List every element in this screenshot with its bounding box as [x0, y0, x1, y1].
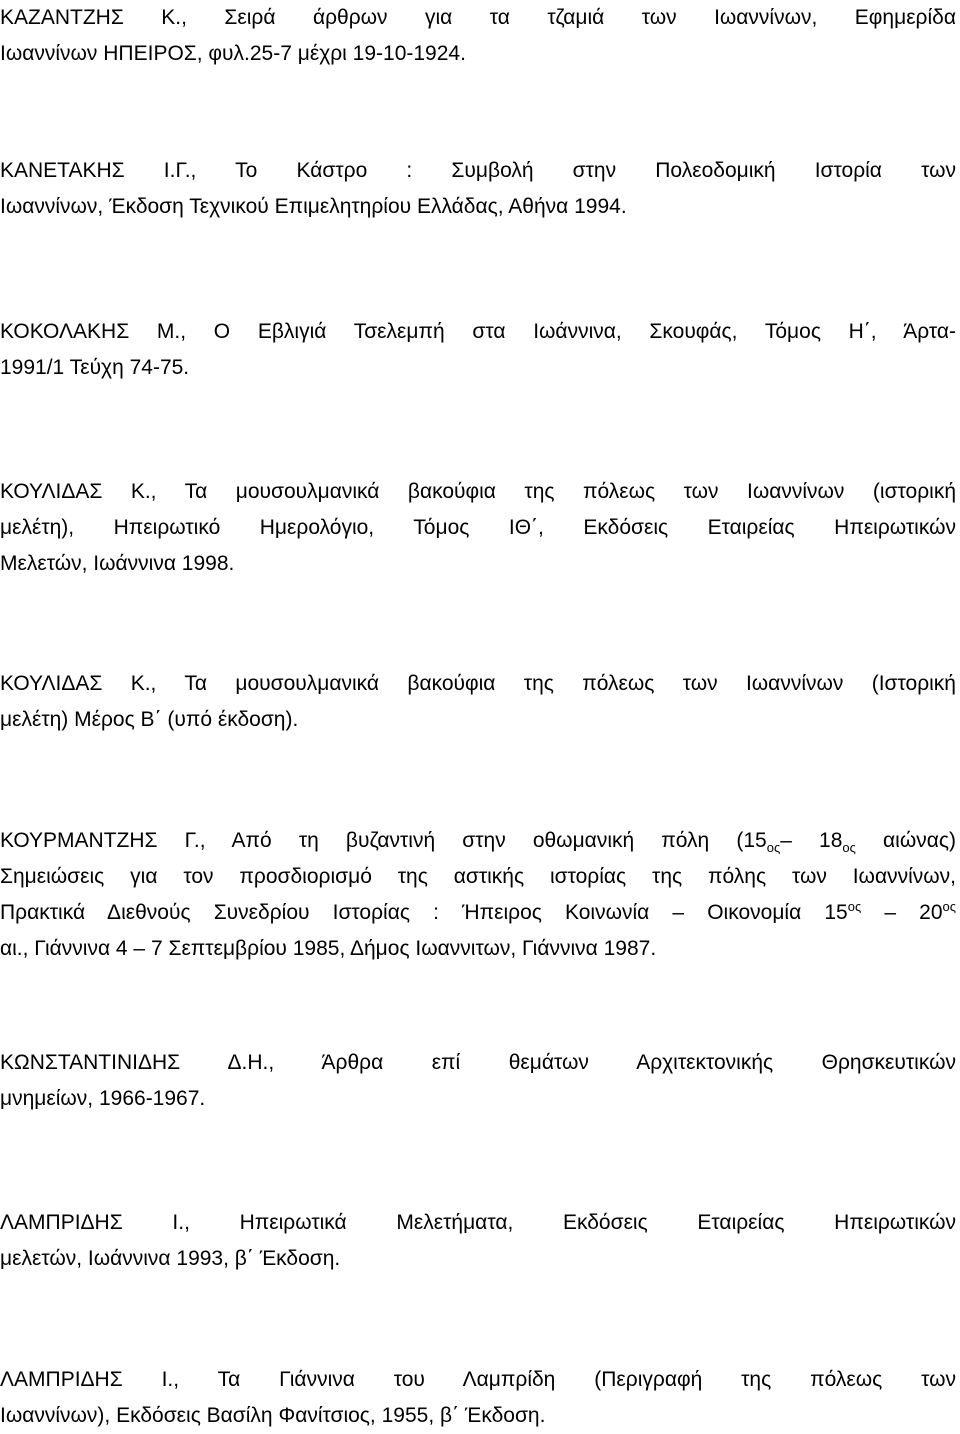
entry-line: ΚΑΖΑΝΤΖΗΣ Κ., Σειρά άρθρων για τα τζαμιά των Ιωαννίνων, Εφημερίδα	[0, 6, 956, 29]
entry-line: μνημείων, 1966-1967.	[0, 1087, 206, 1110]
text-part: Πρακτικά Διεθνούς Συνεδρίου Ιστορίας : Ήπειρος Κοινωνία – Οικονομία 15	[0, 901, 848, 924]
bibliography-entry-lampridis-2	[0, 1362, 956, 1434]
entry-line: ΚΑΝΕΤΑΚΗΣ Ι.Γ., Το Κάστρο : Συμβολή στην Πολεοδομική Ιστορία των	[0, 159, 956, 182]
superscript: ος	[942, 899, 956, 914]
entry-line: αι., Γιάννινα 4 – 7 Σεπτεμβρίου 1985, Δήμος Ιωαννιτων, Γιάννινα 1987.	[0, 937, 657, 960]
entry-line: ΚΟΚΟΛΑΚΗΣ Μ., Ο Εβλιγιά Τσελεμπή στα Ιωάννινα, Σκουφάς, Τόμος Η΄, Άρτα-	[0, 320, 956, 343]
bibliography-entry-lampridis-1	[0, 1205, 956, 1277]
entry-line: Ιωαννίνων, Έκδοση Τεχνικού Επιμελητηρίου Ελλάδας, Αθήνα 1994.	[0, 195, 627, 218]
bibliography-entry-kazantzis	[0, 0, 956, 72]
superscript: ος	[847, 899, 862, 914]
bibliography-entry-koulidas-1	[0, 474, 956, 582]
bibliography-entry-kokolakis	[0, 314, 956, 386]
text-part: αιώνας)	[855, 829, 956, 852]
entry-line: ΛΑΜΠΡΙΔΗΣ Ι., Ηπειρωτικά Μελετήματα, Εκδόσεις Εταιρείας Ηπειρωτικών	[0, 1211, 956, 1234]
entry-line-rich: ΚΟΥΡΜΑΝΤΖΗΣ Γ., Από τη βυζαντινή στην οθωμανική πόλη ($15_{o\varsigma}-$ $18_{o\varsigma}$ αιώνας)	[0, 829, 956, 856]
text-part: 18	[791, 829, 843, 852]
text-part: ΚΟΥΡΜΑΝΤΖΗΣ Γ., Από τη βυζαντινή στην οθωμανική πόλη (15	[0, 829, 767, 852]
entry-line: ΚΟΥΛΙΔΑΣ Κ., Τα μουσουλμανικά βακούφια της πόλεως των Ιωαννίνων (ιστορική	[0, 480, 956, 503]
entry-line: ΛΑΜΠΡΙΔΗΣ Ι., Τα Γιάννινα του Λαμπρίδη (Περιγραφή της πόλεως των	[0, 1368, 956, 1391]
entry-line: ΚΩΝΣΤΑΝΤΙΝΙΔΗΣ Δ.Η., Άρθρα επί θεμάτων Αρχιτεκτονικής Θρησκευτικών	[0, 1051, 956, 1074]
bibliography-entry-kanetakis	[0, 153, 956, 225]
entry-line: Ιωαννίνων), Εκδόσεις Βασίλη Φανίτσιος, 1955, β΄ Έκδοση.	[0, 1404, 546, 1427]
entry-line: ΚΟΥΛΙΔΑΣ Κ., Τα μουσουλμανικά βακούφια της πόλεως των Ιωαννίνων (Ιστορική	[0, 672, 956, 695]
entry-line: μελέτη), Ηπειρωτικό Ημερολόγιο, Τόμος ΙΘ΄, Εκδόσεις Εταιρείας Ηπειρωτικών	[0, 516, 956, 539]
subscript: ος	[766, 840, 781, 856]
bibliography-entry-konstantinidis	[0, 1045, 956, 1117]
bibliography-entry-koulidas-2	[0, 666, 956, 738]
bibliography-entry-kourmantzis	[0, 823, 956, 967]
entry-line: μελέτη) Μέρος Β΄ (υπό έκδοση).	[0, 708, 299, 731]
subscript: ος	[842, 840, 856, 856]
text-part: – 20	[861, 901, 943, 924]
entry-line-rich	[0, 895, 956, 931]
entry-line: Ιωαννίνων ΗΠΕΙΡΟΣ, φυλ.25-7 μέχρι 19-10-1924.	[0, 42, 466, 65]
entry-line: μελετών, Ιωάννινα 1993, β΄ Έκδοση.	[0, 1247, 341, 1270]
entry-line: 1991/1 Τεύχη 74-75.	[0, 356, 190, 379]
entry-line: Μελετών, Ιωάννινα 1998.	[0, 552, 235, 575]
entry-line: Σημειώσεις για τον προσδιορισμό της αστικής ιστορίας της πόλης των Ιωαννίνων,	[0, 865, 956, 888]
